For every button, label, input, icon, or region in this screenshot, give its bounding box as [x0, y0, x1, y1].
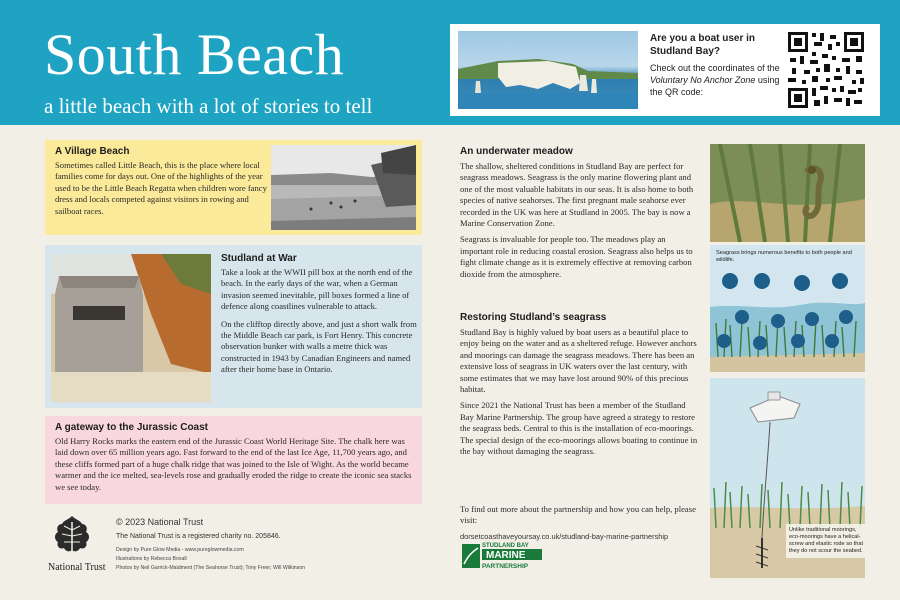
war-body-1: Take a look at the WWII pill box at the north end of the beach. In the early days of the war, when a German invasion seemed inevitable, pill boxes formed a line of defence along coastlines vulnerable to attack.	[221, 267, 413, 312]
restoring-heading: Restoring Studland’s seagrass	[460, 312, 607, 323]
national-trust-oak-leaf-icon	[48, 512, 96, 584]
old-harry-rocks-photo	[458, 31, 638, 109]
village-heading: A Village Beach	[55, 146, 130, 157]
national-trust-wordmark: National Trust	[48, 562, 106, 573]
historic-beach-photo	[271, 145, 416, 230]
benefits-caption: Seagrass brings numerous benefits to both people and wildlife.	[716, 250, 852, 263]
village-body: Sometimes called Little Beach, this is the place where local families come for days out. One of the highlights of the year used to be the Little Beach Regatta when children wore fancy dress and locals competed against visitors in rowing and sailboat races.	[55, 160, 267, 216]
boat-user-panel	[450, 24, 880, 116]
logo-line-2: MARINE	[486, 550, 526, 561]
no-anchor-zone-text: Voluntary No Anchor Zone	[650, 75, 756, 85]
restoring-seagrass-section	[460, 312, 700, 457]
header-banner	[0, 0, 900, 125]
war-heading: Studland at War	[221, 253, 297, 264]
village-beach-box	[45, 140, 422, 235]
jurassic-coast-box	[45, 416, 422, 504]
logo-line-1: STUDLAND BAY	[482, 543, 529, 549]
underwater-meadow-section	[460, 146, 700, 280]
charity-text: The National Trust is a registered charity no. 205846.	[116, 533, 281, 540]
studland-at-war-box	[45, 245, 422, 408]
war-body-2: On the clifftop directly above, and just a short walk from the Middle Beach car park, is Fort Henry. This concrete observation bunker with walls a metre thick was constructed in 1943 by Canadian Engineers and named after their home base in Ontario.	[221, 318, 417, 375]
studland-bay-marine-partnership-logo	[460, 540, 550, 570]
meadow-heading: An underwater meadow	[460, 146, 573, 157]
restoring-body-1: Studland Bay is highly valued by boat users as a beautiful place to enjoy being on the water and as a sheltered refuge. However anchors and moorings can damage the seagrass meadows. There has been an extensive loss of seagrass in UK waters over the last century, with some estimates that we may have lost around 90% of this precious habitat.	[460, 327, 697, 395]
findout-body: To find out more about the partnership and how you can help, please visit:	[460, 504, 696, 526]
gateway-heading: A gateway to the Jurassic Coast	[55, 422, 209, 433]
boat-text-part: Check out the coordinates of the	[650, 63, 780, 73]
page-subtitle: a little beach with a lot of stories to tell	[44, 94, 373, 118]
boat-panel-heading: Are you a boat user in Studland Bay?	[650, 33, 756, 57]
photo-credit: Photos by Neil Garrick-Maidment (The Seahorse Trust); Tony Freer; Will Wilkinson	[116, 565, 306, 571]
find-out-more-section	[460, 504, 700, 541]
pill-box-photo	[51, 254, 211, 402]
design-credit: Design by Pure Glow Media - www.pureglowmedia.com	[116, 547, 244, 553]
seagrass-benefits-illustration	[710, 245, 865, 372]
logo-line-3: PARTNERSHIP	[482, 563, 529, 570]
mooring-caption: Unlike traditional moorings, eco-moorings have a helical-screw and elastic rode so that they do not scour the seabed.	[786, 524, 865, 558]
boat-text-part: using the QR code:	[650, 75, 780, 97]
eco-mooring-illustration	[710, 378, 865, 578]
illustration-credit: Illustrations by Rebecca Boxall	[116, 556, 187, 562]
qr-code-icon[interactable]	[786, 30, 866, 110]
seahorse-photo	[710, 144, 865, 242]
meadow-body-2: Seagrass is invaluable for people too. The meadows play an important role in reducing coastal erosion. Seagrass also helps us to fight climate change as it is extremely effective at removing carbon dioxide from the atmosphere.	[460, 234, 693, 279]
copyright-text: © 2023 National Trust	[116, 517, 204, 527]
meadow-body-1: The shallow, sheltered conditions in Studland Bay are perfect for seagrass meadows. Seagrass is the only marine flowering plant and one of the most valuable habitats in our seas. It is also home to both species of native seahorses. The first pregnant male seahorse ever recorded in the UK was here at Studland in 2005. The bay is now a Marine Conservation Zone.	[460, 161, 694, 229]
page-title: South Beach	[44, 22, 345, 87]
boat-panel-text	[650, 62, 785, 98]
gateway-body: Old Harry Rocks marks the eastern end of the Jurassic Coast World Heritage Site. The chalk here was laid down over 65 million years ago. Fast forward to the end of the last Ice Age, 11,700 years ago, and these cliffs formed part of a huge chalk ridge that was joined to the Isle of Wight. As the world became warmer and the ice melted, sea-levels rose and gradually eroded the ridge to create the iconic sea stacks we see today.	[55, 436, 412, 492]
restoring-body-2: Since 2021 the National Trust has been a member of the Studland Bay Marine Partnership. The group have agreed a strategy to restore the seagrass beds. Central to this is the installation of eco-moorings. The special design of the eco-moorings allows boating to continue in the bay without damaging the seagrass.	[460, 400, 698, 457]
partnership-url[interactable]: dorsetcoasthaveyoursay.co.uk/studland-bay-marine-partnership	[460, 531, 669, 541]
